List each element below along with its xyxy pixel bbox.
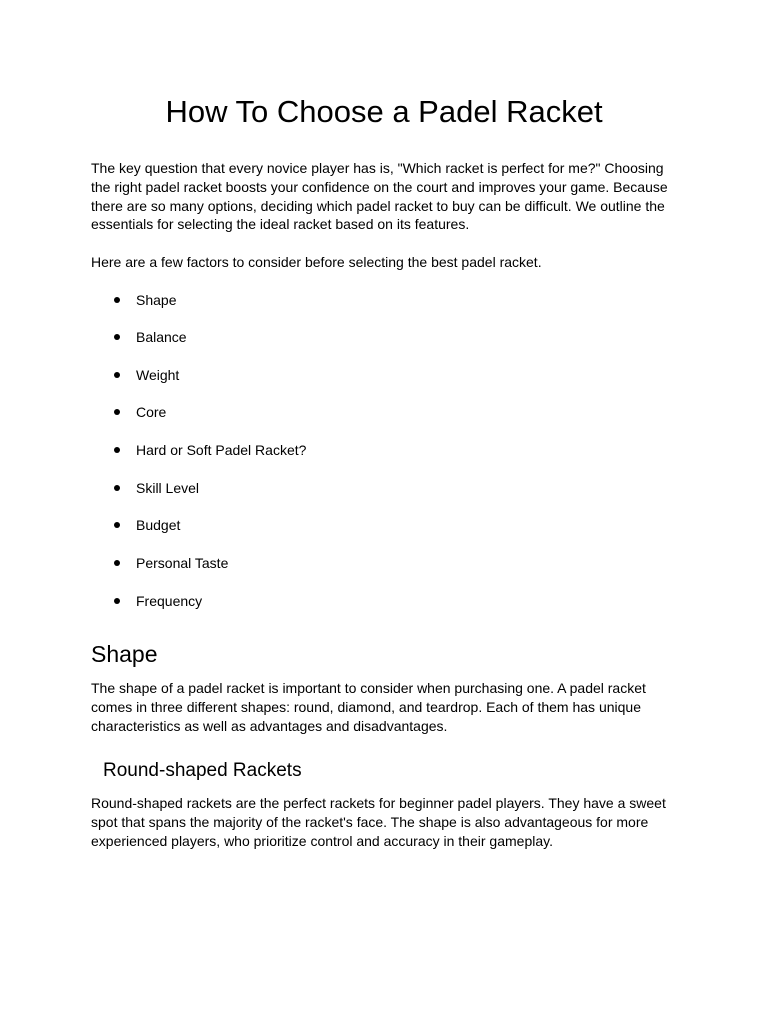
list-item-label: Personal Taste bbox=[136, 555, 229, 571]
bullet-icon bbox=[114, 409, 120, 415]
list-item-label: Weight bbox=[136, 367, 180, 383]
page-title: How To Choose a Padel Racket bbox=[165, 94, 603, 129]
bullet-icon bbox=[114, 447, 120, 453]
shape-heading: Shape bbox=[91, 641, 158, 667]
list-item-label: Skill Level bbox=[136, 480, 200, 496]
list-item-label: Budget bbox=[136, 517, 181, 533]
intro-paragraph: The key question that every novice player has is, "Which racket is perfect for me?" Choosing the right padel racket boosts your confidence on the court and improves your game. Because there are so many options, deciding which padel racket to buy can be difficult. We outline the essentials for selecting the ideal racket based on its features. bbox=[91, 160, 668, 233]
bullet-icon bbox=[114, 598, 120, 604]
bullet-icon bbox=[114, 372, 120, 378]
bullet-icon bbox=[114, 560, 120, 566]
bullet-icon bbox=[114, 297, 120, 303]
shape-paragraph: The shape of a padel racket is important to consider when purchasing one. A padel racket comes in three different shapes: round, diamond, and teardrop. Each of them has unique characteristics as well as advantages and disadvantages. bbox=[91, 680, 646, 734]
factors-intro-paragraph: Here are a few factors to consider before selecting the best padel racket. bbox=[91, 254, 542, 270]
round-shaped-heading: Round-shaped Rackets bbox=[103, 760, 302, 781]
list-item-label: Hard or Soft Padel Racket? bbox=[136, 442, 307, 458]
list-item-label: Balance bbox=[136, 329, 187, 345]
bullet-icon bbox=[114, 334, 120, 340]
list-item-label: Frequency bbox=[136, 593, 203, 609]
bullet-icon bbox=[114, 485, 120, 491]
round-shaped-paragraph: Round-shaped rackets are the perfect rackets for beginner padel players. They have a sweet spot that spans the majority of the racket's face. The shape is also advantageous for more experienced players, who prioritize control and accuracy in their gameplay. bbox=[91, 795, 666, 849]
list-item-label: Shape bbox=[136, 292, 177, 308]
bullet-icon bbox=[114, 522, 120, 528]
list-item-label: Core bbox=[136, 404, 167, 420]
